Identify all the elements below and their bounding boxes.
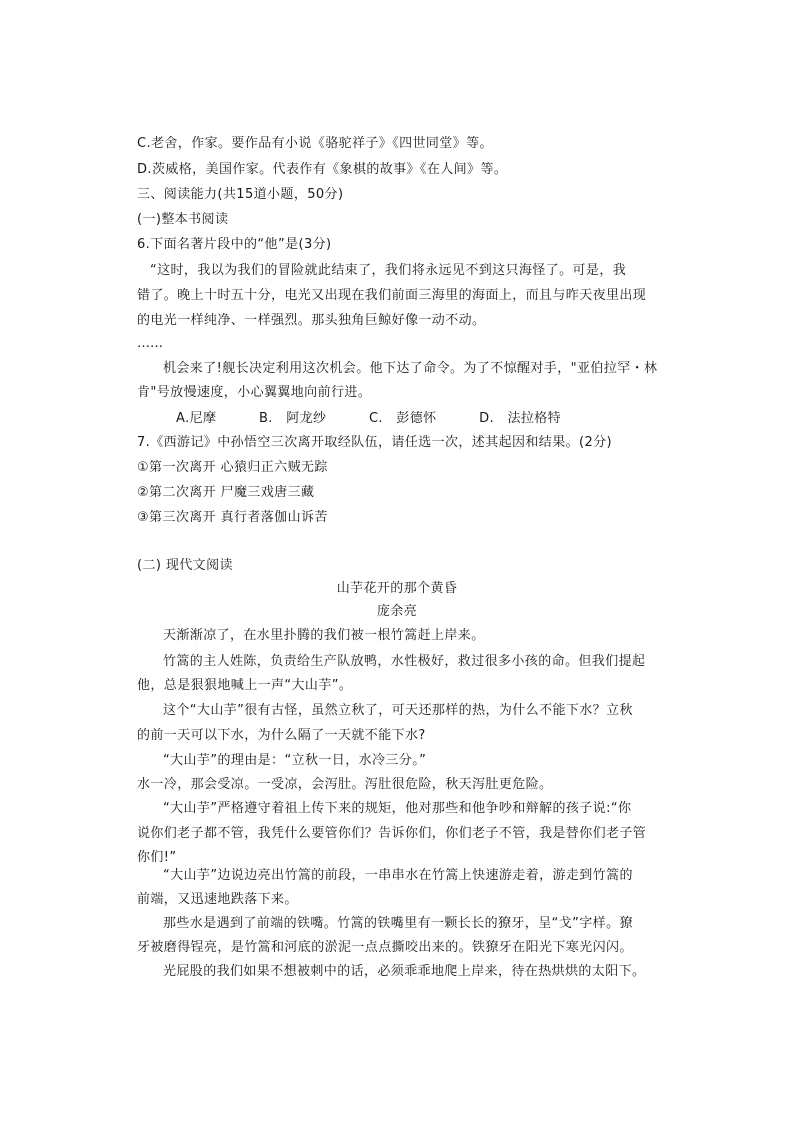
q7-item: ③第三次离开 真行者落伽山诉苦 [137,510,328,525]
article-paragraph: 这个“大山芋”很有古怪，虽然立秋了，可天还那样的热，为什么不能下水？立秋 [163,703,633,718]
excerpt2-line: 机会来了!舰长决定利用这次机会。他下达了命令。为了不惊醒对手，"亚伯拉罕・林 [163,361,658,376]
article-paragraph: 竹篙的主人姓陈，负责给生产队放鸭，水性极好，救过很多小孩的命。但我们提起 [163,654,646,669]
article-title: 山芋花开的那个黄昏 [336,581,458,596]
article-paragraph: 说你们老子都不管，我凭什么要管你们？告诉你们，你们老子不管，我是替你们老子管 [137,826,647,841]
excerpt2-line: 肯"号放慢速度，小心翼翼地向前行进。 [137,385,372,400]
question-7: 7.《西游记》中孙悟空三次离开取经队伍，请任选一次，述其起因和结果。(2分) [137,435,613,450]
article-author: 庞余亮 [376,604,418,619]
choice-c: C. 彭德怀 [368,411,437,426]
answer-choices [176,410,599,428]
excerpt-line: “这时，我以为我们的冒险就此结束了，我们将永远见不到这只海怪了。可是，我 [150,263,627,278]
option-d-zweig: D.茨威格，美国作家。代表作有《象棋的故事》《在人间》等。 [137,162,508,177]
article-paragraph: 他，总是狠狠地喊上一声“大山芋”。 [137,678,353,693]
article-paragraph: “大山芋”边说边亮出竹篙的前段，一串串水在竹篙上快速游走着，游走到竹篙的 [163,868,633,883]
option-c-laoshe: C.老舍，作家。要作品有小说《骆驼祥子》《四世同堂》等。 [137,136,493,151]
article-paragraph: “大山芋”的理由是：“立秋一日，水冷三分。” [163,753,427,768]
choice-d: D. 法拉格特 [479,411,562,426]
article-paragraph: 那些水是遇到了前端的铁嘴。竹篙的铁嘴里有一颗长长的獠牙，呈“戈”字样。獠 [163,916,633,931]
article-paragraph: “大山芋”严格遵守着祖上传下来的规矩，他对那些和他争吵和辩解的孩子说:“你 [163,801,632,816]
section-three-heading: 三、阅读能力(共15道小题，50分) [137,187,344,202]
choice-b: B. 阿龙纱 [258,411,327,426]
article-paragraph: 水一冷，那会受凉。一受凉，会泻肚。泻肚很危险，秋天泻肚更危险。 [137,777,553,792]
choice-a: A.尼摩 [176,411,217,426]
article-paragraph: 前端，又迅速地跌落下来。 [137,892,298,907]
ellipsis: …… [137,336,163,351]
q7-item: ②第二次离开 尸魔三戏唐三藏 [137,485,315,500]
article-paragraph: 你们!” [137,850,177,865]
subsection-heading: (一)整本书阅读 [137,212,229,227]
article-paragraph: 光屁股的我们如果不想被刺中的话，必须乖乖地爬上岸来，待在热烘烘的太阳下。 [163,964,646,979]
article-paragraph: 牙被磨得锃亮，是竹篙和河底的淤泥一点点撕咬出来的。铁獠牙在阳光下寒光闪闪。 [137,940,633,955]
question-6: 6.下面名著片段中的“他”是(3分) [137,237,332,252]
excerpt-line: 的电光一样纯净、一样强烈。那头独角巨鲸好像一动不动。 [137,313,486,328]
excerpt-line: 错了。晚上十时五十分，电光又出现在我们前面三海里的海面上，而且与昨天夜里出现 [137,288,647,303]
q7-item: ①第一次离开 心猿归正六贼无踪 [137,460,328,475]
section-two-heading: (二) 现代文阅读 [137,558,233,573]
article-paragraph: 的前一天可以下水，为什么隔了一天就不能下水? [137,728,426,743]
article-paragraph: 天渐渐凉了，在水里扑腾的我们被一根竹篙赶上岸来。 [163,628,485,643]
